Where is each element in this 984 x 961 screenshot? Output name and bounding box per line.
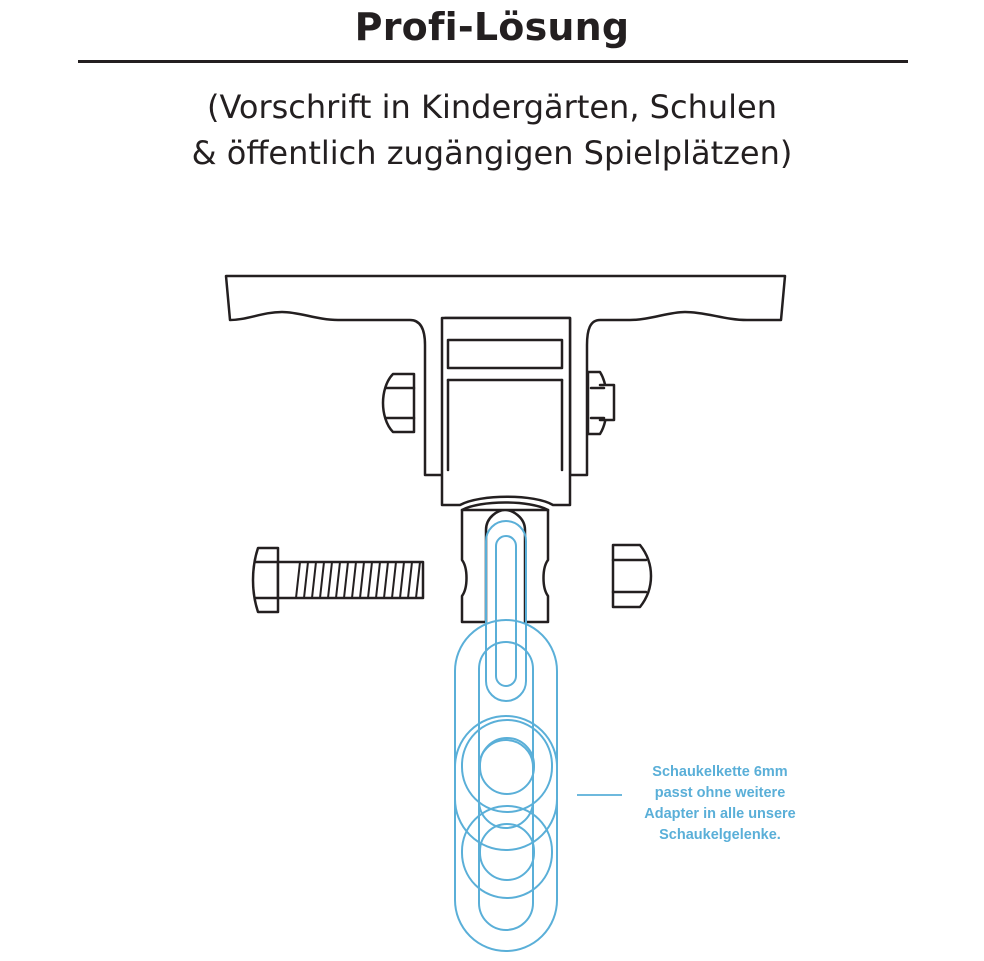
nut-icon <box>613 545 651 607</box>
hinge-housing-icon <box>442 318 570 505</box>
chain-link-1 <box>486 521 526 701</box>
bracket-right-nut-icon <box>588 372 614 434</box>
subtitle-line-1: (Vorschrift in Kindergärten, Schulen <box>207 88 777 126</box>
chain-link-4 <box>462 720 552 812</box>
subtitle-line-2: & öffentlich zugängigen Spielplätzen) <box>191 134 793 172</box>
annotation-line-1: Schaukelkette 6mm <box>652 764 788 780</box>
annotation-line-3: Adapter in alle unsere <box>644 806 796 822</box>
chain-link-5 <box>462 806 552 898</box>
annotation-line-2: passt ohne weitere <box>654 785 786 801</box>
chain-annotation <box>620 762 820 846</box>
bracket-left-nut-icon <box>383 374 414 432</box>
annotation-line-4: Schaukelgelenke. <box>659 827 781 843</box>
bolt-icon <box>253 548 423 612</box>
page-title: Profi-Lösung <box>354 5 630 49</box>
chain-link-3 <box>455 716 557 951</box>
